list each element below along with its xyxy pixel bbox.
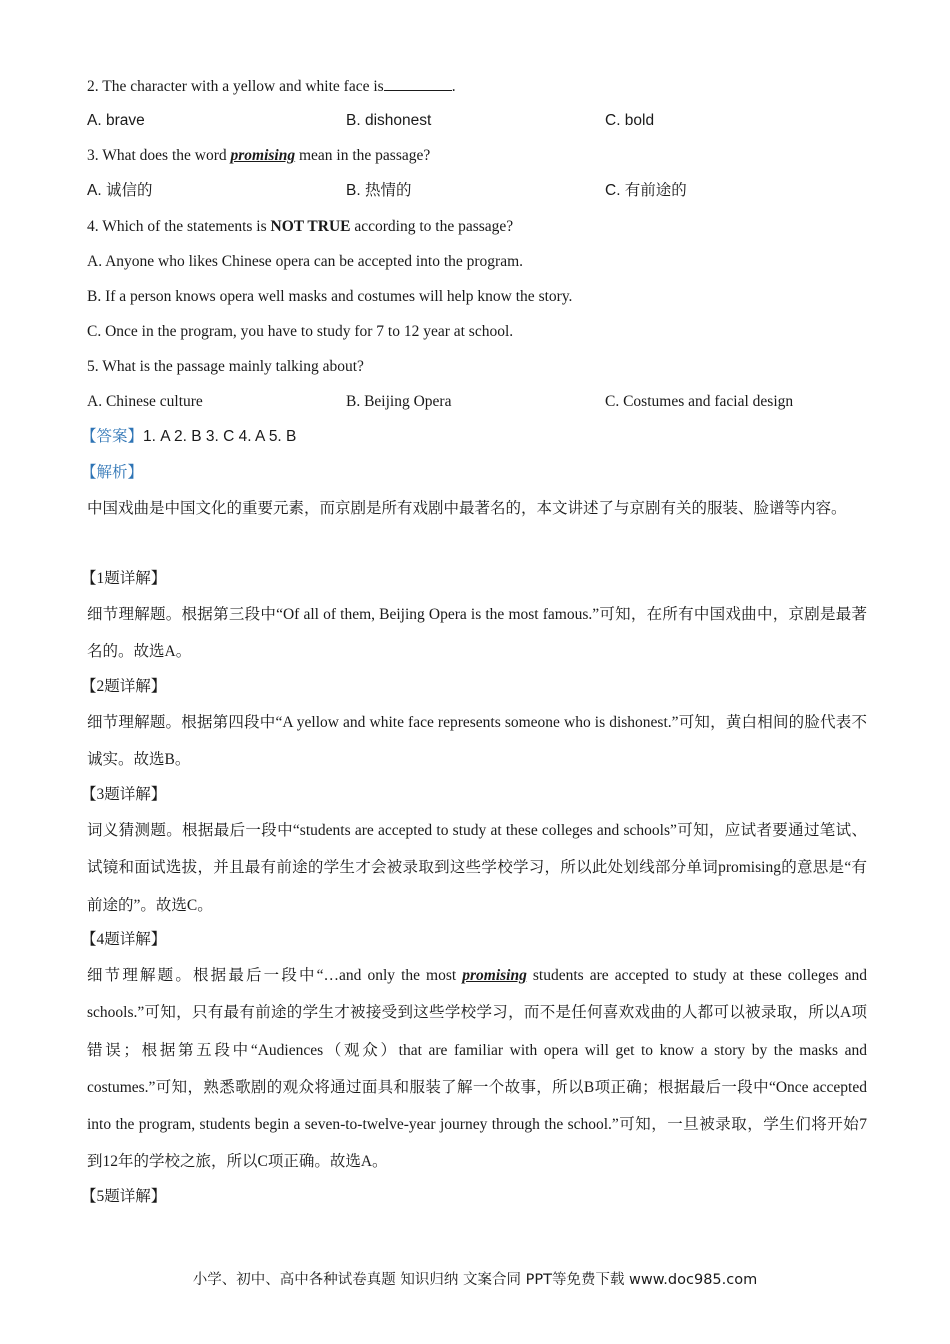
question-4-post: according to the passage? (350, 218, 514, 235)
answer-line (81, 427, 296, 447)
q3-option-b: B. 热情的 (346, 182, 412, 199)
question-5: 5. What is the passage mainly talking about? (87, 358, 364, 375)
q4-option-a: A. Anyone who likes Chinese opera can be accepted into the program. (87, 253, 524, 270)
q5-option-a: A. Chinese culture (87, 393, 203, 410)
question-3 (87, 146, 430, 166)
question-3-post: mean in the passage? (295, 147, 431, 164)
detail-1-label: 【1题详解】 (81, 570, 167, 587)
answer-label: 【答案】 (81, 428, 144, 445)
question-4-emphasis: NOT TRUE (270, 218, 351, 235)
question-2 (87, 76, 456, 97)
detail-3-label: 【3题详解】 (81, 786, 167, 803)
answer-blank (384, 76, 452, 91)
page-footer: 小学、初中、高中各种试卷真题 知识归纳 文案合同 PPT等免费下载 www.doc985.com (192, 1272, 758, 1288)
question-4 (87, 217, 513, 237)
answer-text: 1. A 2. B 3. C 4. A 5. B (143, 428, 297, 445)
q3-option-a: A. 诚信的 (87, 182, 153, 199)
detail-4-post: students are accepted to study at these colleges and schools.”可知，只有最有前途的学生才被接受到这些学校学习，而不是任何喜欢戏曲的人都可以被录取，所以A项错误；根据第五段中“Audiences（观众）that are familiar with opera will get to know a story by the masks and costumes.”可知，熟悉歌剧的观众将通过面具和服装了解一个故事，所以B项正确；根据最后一段中“Once accepted into the program, students begin a seven-to-twelve-year journey through the school.”可知，一旦被录取，学生们将开始7到12年的学校之旅，所以C项正确。故选A。 (87, 967, 867, 1171)
question-2-stem-end: . (451, 78, 456, 95)
q3-option-c: C. 有前途的 (605, 182, 687, 199)
q4-option-c: C. Once in the program, you have to study for 7 to 12 year at school. (87, 323, 514, 340)
detail-2-label: 【2题详解】 (81, 678, 167, 695)
q5-option-b: B. Beijing Opera (346, 393, 452, 410)
q2-option-b: B. dishonest (346, 112, 432, 129)
underlined-keyword: promising (462, 967, 527, 984)
q4-option-b: B. If a person knows opera well masks and costumes will help know the story. (87, 288, 573, 305)
question-3-pre: 3. What does the word (87, 147, 231, 164)
detail-4-label: 【4题详解】 (81, 931, 167, 948)
summary-paragraph: 中国戏曲是中国文化的重要元素，而京剧是所有戏剧中最著名的，本文讲述了与京剧有关的服装、脸谱等内容。 (87, 500, 847, 517)
question-4-pre: 4. Which of the statements is (87, 218, 271, 235)
q5-option-c: C. Costumes and facial design (605, 393, 794, 410)
question-2-stem: 2. The character with a yellow and white face is (87, 78, 384, 95)
underlined-keyword: promising (230, 147, 296, 164)
detail-4-pre: 细节理解题。根据最后一段中“…and only the most (87, 967, 463, 984)
detail-5-label: 【5题详解】 (81, 1188, 167, 1205)
detail-1-text: 细节理解题。根据第三段中“Of all of them, Beijing Opera is the most famous.”可知，在所有中国戏曲中，京剧是最著名的。故选A。 (87, 606, 867, 661)
detail-2-text: 细节理解题。根据第四段中“A yellow and white face represents someone who is dishonest.”可知，黄白相间的脸代表不诚实。故选B。 (87, 714, 867, 769)
analysis-label: 【解析】 (81, 464, 144, 481)
q2-option-c: C. bold (605, 112, 655, 129)
detail-3-text: 词义猜测题。根据最后一段中“students are accepted to study at these colleges and schools”可知，应试者要通过笔试、试镜和面试选拔，并且最有前途的学生才会被录取到这些学校学习，所以此处划线部分单词promising的意思是“有前途的”。故选C。 (87, 822, 867, 914)
detail-4-text (87, 957, 867, 1181)
q2-option-a: A. brave (87, 112, 145, 129)
